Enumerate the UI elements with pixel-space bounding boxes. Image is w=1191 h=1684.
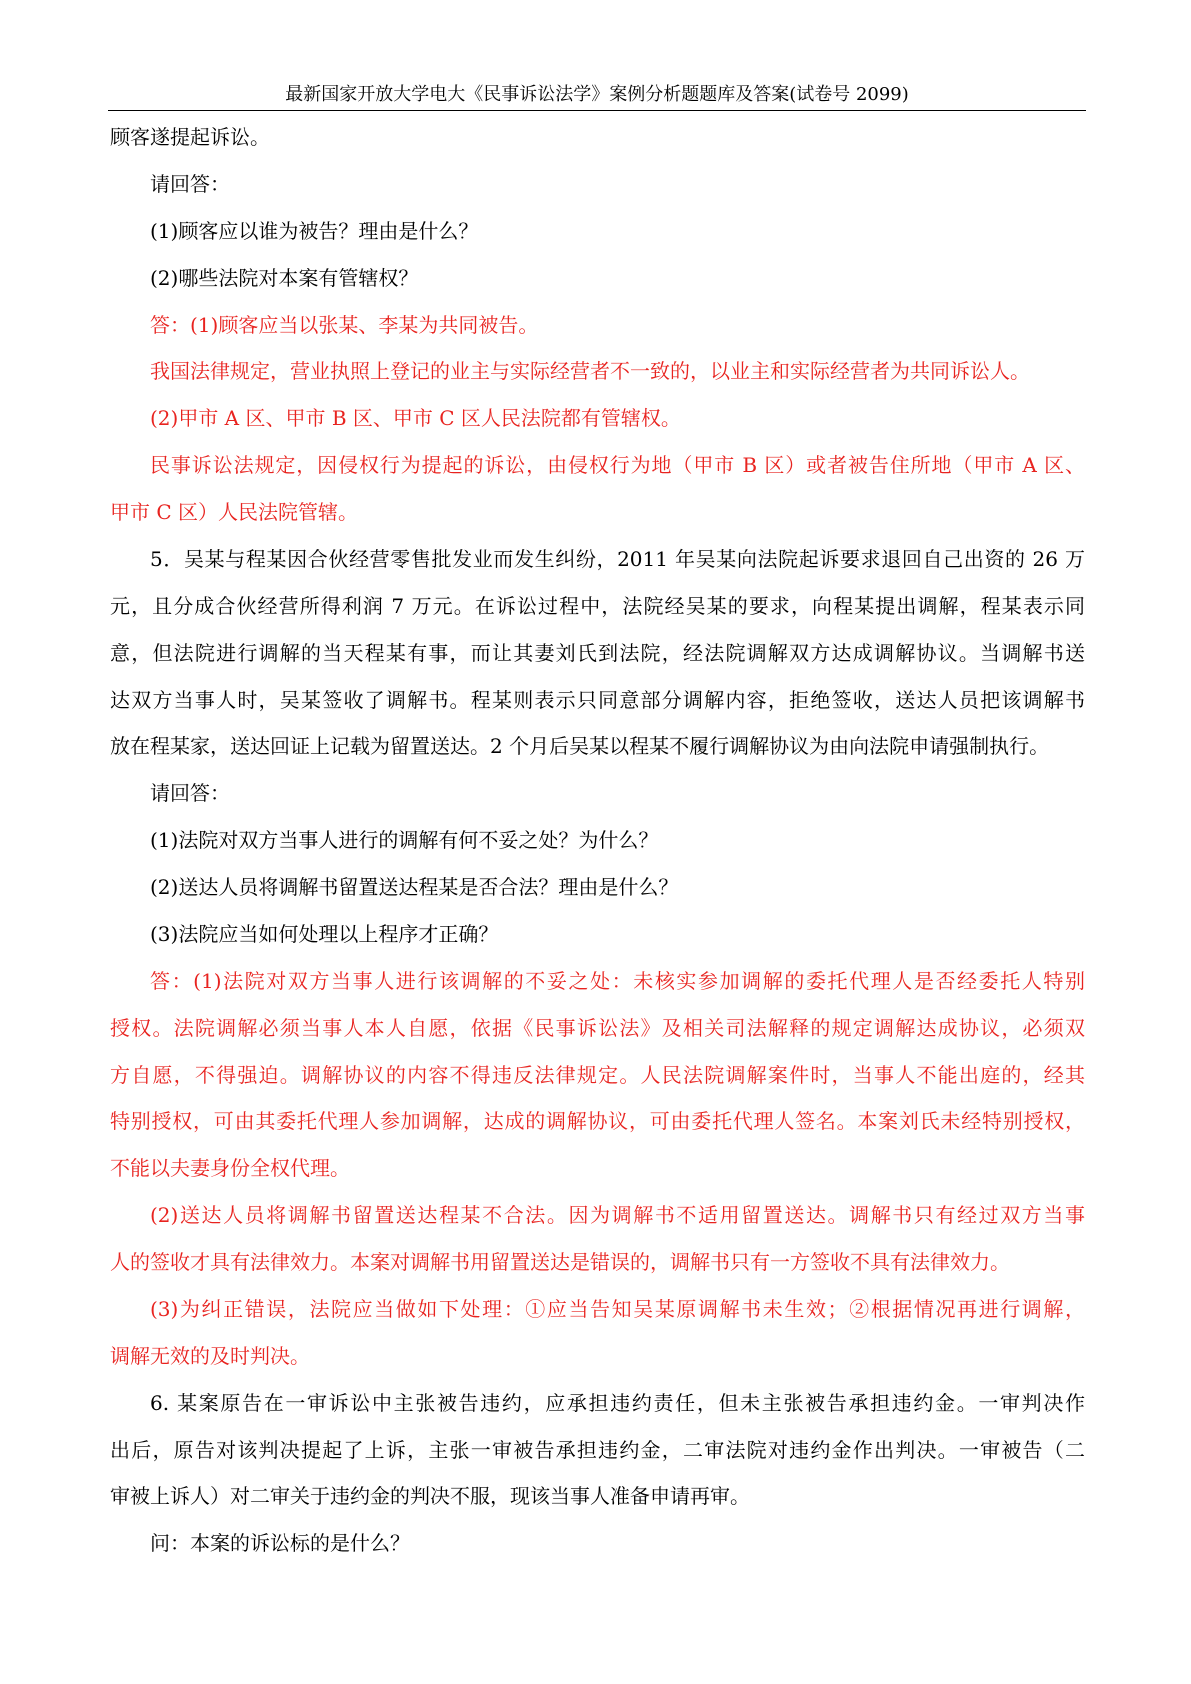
- case-5-prompt: 请回答：: [150, 781, 230, 806]
- case-4-question-2: (2)哪些法院对本案有管辖权？: [150, 265, 419, 290]
- case-4-answer-2-reason-line: 甲市 C 区）人民法院管辖。: [110, 500, 359, 524]
- case-5-question-1: (1)法院对双方当事人进行的调解有何不妥之处？为什么？: [150, 828, 659, 853]
- case-5-facts-line: 5．吴某与程某因合伙经营零售批发业而发生纠纷，2011 年吴某向法院起诉要求退回自己出资的 26 万: [150, 546, 1085, 571]
- case-6-facts-line: 审被上诉人）对二审关于违约金的判决不服，现该当事人准备申请再审。: [110, 1484, 750, 1509]
- case-5-answer-1-line: 授权。法院调解必须当事人本人自愿，依据《民事诉讼法》及相关司法解释的规定调解达成协议，必须双: [110, 1015, 1085, 1040]
- case-5-answer-1-line: 特别授权，可由其委托代理人参加调解，达成的调解协议，可由委托代理人签名。本案刘氏未经特别授权，: [110, 1109, 1085, 1134]
- case-5-answer-1-line: 答：(1)法院对双方当事人进行该调解的不妥之处：未核实参加调解的委托代理人是否经委托人特别: [150, 968, 1085, 993]
- case-5-answer-1-line: 不能以夫妻身份全权代理。: [110, 1156, 350, 1181]
- header-rule: [108, 110, 1086, 111]
- case-5-answer-1-line: 方自愿，不得强迫。调解协议的内容不得违反法律规定。人民法院调解案件时，当事人不能出庭的，经其: [110, 1062, 1085, 1087]
- case-6-question: 问：本案的诉讼标的是什么？: [150, 1531, 410, 1556]
- case-5-answer-3-line: 调解无效的及时判决。: [110, 1343, 310, 1368]
- case-4-question-1: (1)顾客应以谁为被告？理由是什么？: [150, 218, 479, 243]
- case-4-answer-2: (2)甲市 A 区、甲市 B 区、甲市 C 区人民法院都有管辖权。: [150, 406, 681, 431]
- case-4-answer-2-reason-line: 民事诉讼法规定，因侵权行为提起的诉讼，由侵权行为地（甲市 B 区）或者被告住所地（甲市 A 区、: [150, 453, 1085, 478]
- case-4-prompt: 请回答：: [150, 171, 230, 196]
- case-5-answer-2-line: 人的签收才具有法律效力。本案对调解书用留置送达是错误的，调解书只有一方签收不具有法律效力。: [110, 1250, 1010, 1274]
- case-5-facts-line: 达双方当事人时，吴某签收了调解书。程某则表示只同意部分调解内容，拒绝签收，送达人员把该调解书: [110, 687, 1085, 712]
- case-4-answer-1: 答：(1)顾客应当以张某、李某为共同被告。: [150, 312, 539, 337]
- running-header: 最新国家开放大学电大《民事诉讼法学》案例分析题题库及答案(试卷号 2099): [285, 84, 909, 105]
- case-5-facts-line: 放在程某家，送达回证上记载为留置送达。2 个月后吴某以程某不履行调解协议为由向法院申请强制执行。: [110, 734, 1050, 759]
- case-6-facts-line: 出后，原告对该判决提起了上诉，主张一审被告承担违约金，二审法院对违约金作出判决。一审被告（二: [110, 1437, 1085, 1462]
- case-5-facts-line: 意，但法院进行调解的当天程某有事，而让其妻刘氏到法院，经法院调解双方达成调解协议。当调解书送: [110, 640, 1085, 665]
- case-6-facts-line: 6. 某案原告在一审诉讼中主张被告违约，应承担违约责任，但未主张被告承担违约金。一审判决作: [150, 1390, 1085, 1415]
- case-5-answer-2-line: (2)送达人员将调解书留置送达程某不合法。因为调解书不适用留置送达。调解书只有经过双方当事: [150, 1203, 1085, 1228]
- case-5-question-3: (3)法院应当如何处理以上程序才正确？: [150, 921, 499, 946]
- case-5-facts-line: 元，且分成合伙经营所得利润 7 万元。在诉讼过程中，法院经吴某的要求，向程某提出调解，程某表示同: [110, 593, 1085, 618]
- case-5-question-2: (2)送达人员将调解书留置送达程某是否合法？理由是什么？: [150, 875, 679, 899]
- document-body: [110, 114, 1085, 1567]
- case-5-answer-3-line: (3)为纠正错误，法院应当做如下处理：①应当告知吴某原调解书未生效；②根据情况再进行调解，: [150, 1296, 1085, 1321]
- case-4-facts-line: 顾客遂提起诉讼。: [110, 125, 270, 149]
- case-4-answer-1-reason: 我国法律规定，营业执照上登记的业主与实际经营者不一致的，以业主和实际经营者为共同诉讼人。: [150, 359, 1030, 384]
